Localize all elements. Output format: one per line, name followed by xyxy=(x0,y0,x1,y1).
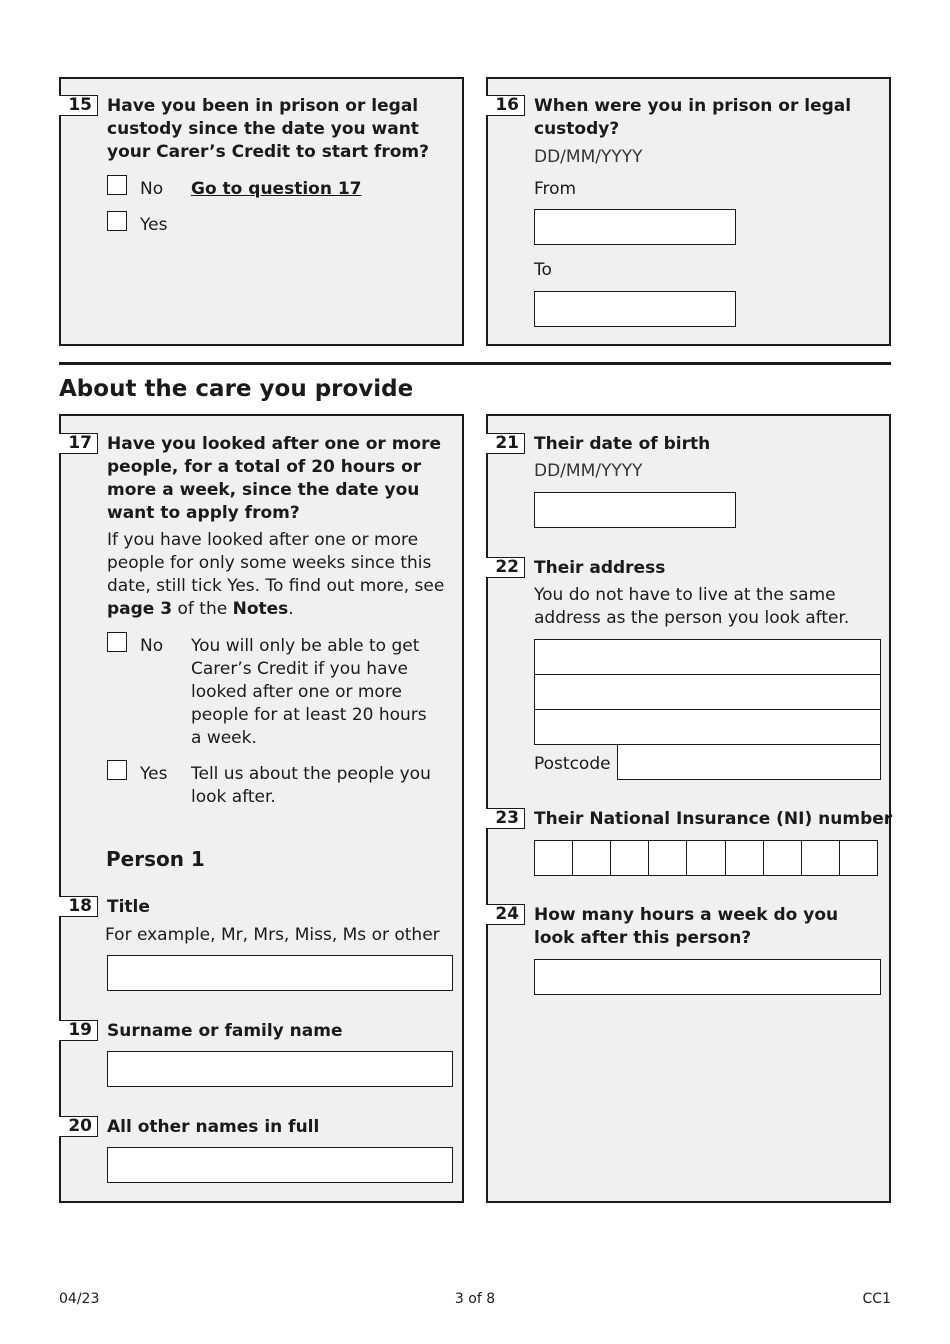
section-divider xyxy=(59,362,891,365)
ni-char-box[interactable] xyxy=(573,841,611,875)
section-title: About the care you provide xyxy=(59,376,414,402)
q16-from-label: From xyxy=(534,179,577,199)
ni-char-box[interactable] xyxy=(840,841,877,875)
q15-yes-label: Yes xyxy=(140,215,168,235)
q18-hint: For example, Mr, Mrs, Miss, Ms or other xyxy=(105,925,440,945)
q17-yes-note: Tell us about the people you look after. xyxy=(191,764,431,807)
q17-no-label: No xyxy=(140,636,164,656)
question-18-number: 18 xyxy=(59,896,98,917)
q17-help-notes-ref: Notes xyxy=(232,599,289,619)
question-18-text: Title xyxy=(107,897,150,917)
q16-from-date-field[interactable] xyxy=(534,209,736,245)
address-line-1-input[interactable] xyxy=(534,639,881,675)
ni-char-box[interactable] xyxy=(611,841,649,875)
footer-page-number: 3 of 8 xyxy=(454,1291,496,1307)
surname-input[interactable] xyxy=(107,1051,453,1087)
postcode-label: Postcode xyxy=(534,754,611,774)
q17-help-main: If you have looked after one or more people for only some weeks since this date, still tick Yes. To find out more, see xyxy=(107,530,445,596)
footer-date: 04/23 xyxy=(59,1291,100,1307)
ni-char-box[interactable] xyxy=(649,841,687,875)
question-19-text: Surname or family name xyxy=(107,1021,343,1041)
postcode-input[interactable] xyxy=(617,744,881,780)
question-17-number: 17 xyxy=(59,433,98,454)
question-24-number: 24 xyxy=(486,904,525,925)
q15-yes-checkbox[interactable] xyxy=(107,211,127,231)
title-input[interactable] xyxy=(107,955,453,991)
q22-hint: You do not have to live at the same address as the person you look after. xyxy=(534,585,850,628)
question-16-text: When were you in prison or legal custody? xyxy=(534,96,852,139)
q17-help-of: of the xyxy=(177,599,228,619)
question-17-text: Have you looked after one or more people, for a total of 20 hours or more a week, since the date you want to apply from? xyxy=(107,434,442,523)
ni-char-box[interactable] xyxy=(535,841,573,875)
q17-help-text xyxy=(107,529,452,621)
question-15-text: Have you been in prison or legal custody since the date you want your Carer’s Credit to start from? xyxy=(107,96,429,162)
q17-yes-label: Yes xyxy=(140,764,168,784)
q16-to-date-field[interactable] xyxy=(534,291,736,327)
question-23-number: 23 xyxy=(486,808,525,829)
question-19-number: 19 xyxy=(59,1020,98,1041)
question-21-text: Their date of birth xyxy=(534,434,711,454)
question-24-text: How many hours a week do you look after this person? xyxy=(534,905,839,948)
address-line-3-input[interactable] xyxy=(534,709,881,745)
question-22-number: 22 xyxy=(486,557,525,578)
q17-yes-checkbox[interactable] xyxy=(107,760,127,780)
person-heading: Person 1 xyxy=(106,847,205,871)
q17-help-end: . xyxy=(288,599,294,619)
ni-char-box[interactable] xyxy=(687,841,725,875)
q16-date-format: DD/MM/YYYY xyxy=(534,147,643,167)
question-20-number: 20 xyxy=(59,1116,98,1137)
question-20-text: All other names in full xyxy=(107,1117,320,1137)
q15-go-to-question-17-link[interactable]: Go to question 17 xyxy=(191,179,362,199)
address-line-2-input[interactable] xyxy=(534,674,881,710)
question-16-number: 16 xyxy=(486,95,525,116)
question-21-number: 21 xyxy=(486,433,525,454)
other-names-input[interactable] xyxy=(107,1147,453,1183)
q21-date-format: DD/MM/YYYY xyxy=(534,461,643,481)
ni-char-box[interactable] xyxy=(764,841,802,875)
question-22-text: Their address xyxy=(534,558,666,578)
question-15-number: 15 xyxy=(59,95,98,116)
q17-no-checkbox[interactable] xyxy=(107,632,127,652)
ni-number-input[interactable] xyxy=(534,840,878,876)
hours-per-week-input[interactable] xyxy=(534,959,881,995)
q17-help-page-ref: page 3 xyxy=(107,599,173,619)
q15-no-checkbox[interactable] xyxy=(107,175,127,195)
question-23-text: Their National Insurance (NI) number xyxy=(534,809,893,829)
date-of-birth-input[interactable] xyxy=(534,492,736,528)
q16-to-label: To xyxy=(534,260,552,280)
ni-char-box[interactable] xyxy=(726,841,764,875)
q17-no-note: You will only be able to get Carer’s Credit if you have looked after one or more people for at least 20 hours a week. xyxy=(191,636,427,748)
q15-no-label: No xyxy=(140,179,164,199)
ni-char-box[interactable] xyxy=(802,841,840,875)
footer-form-code: CC1 xyxy=(862,1291,891,1307)
